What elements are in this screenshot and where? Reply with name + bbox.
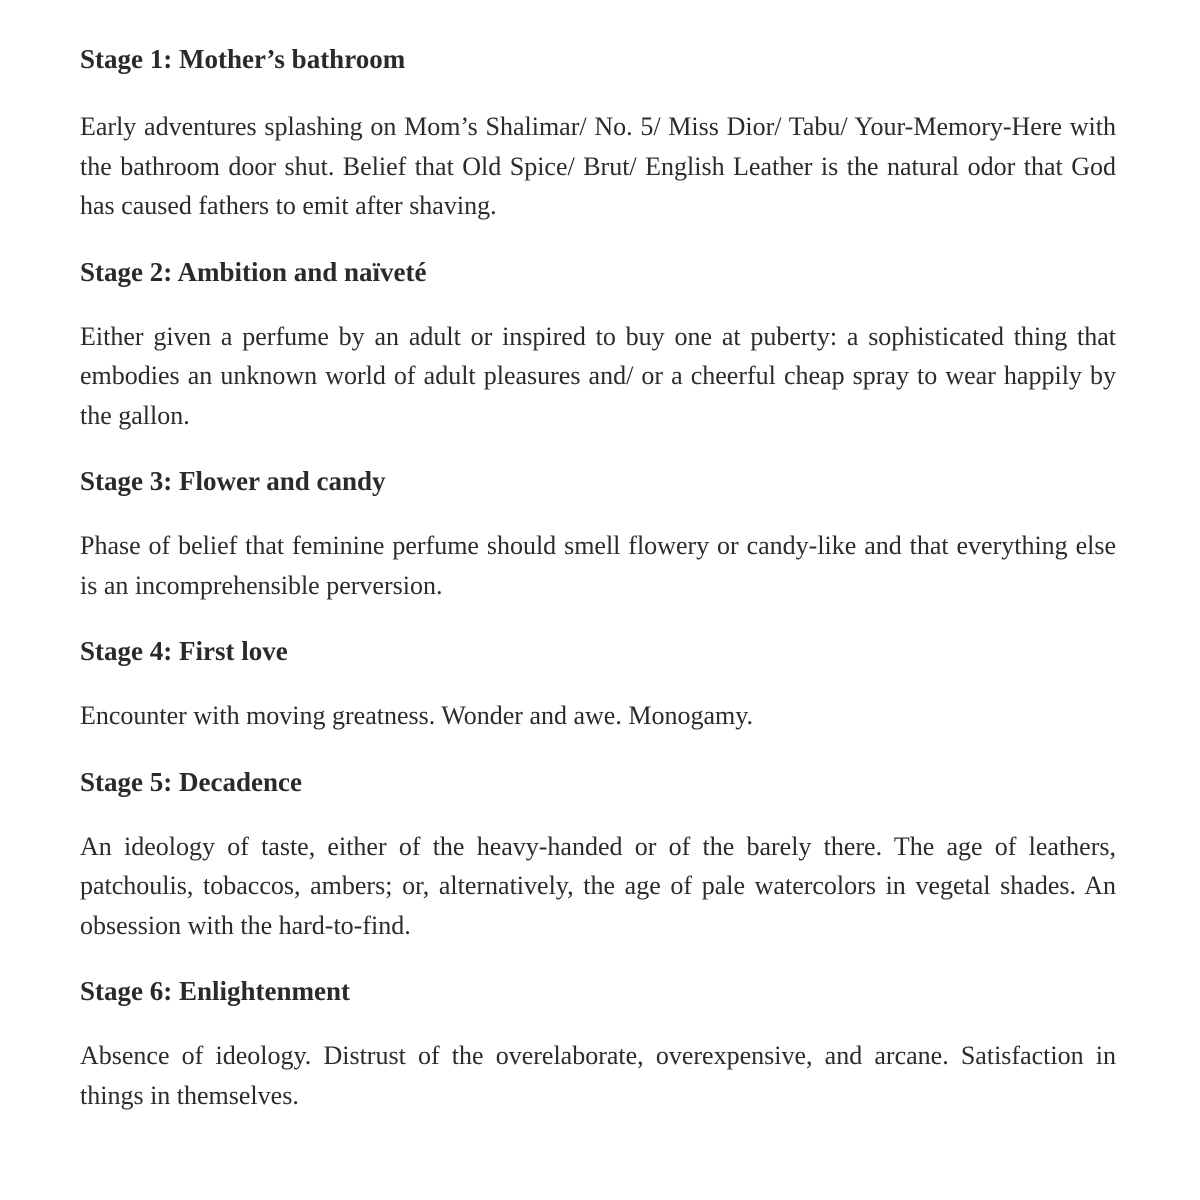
stage-heading: Stage 4: First love	[80, 636, 288, 666]
stage-section	[80, 631, 1116, 736]
stage-heading: Stage 6: Enlightenment	[80, 976, 350, 1006]
stage-section	[80, 971, 1116, 1115]
stage-heading: Stage 2: Ambition and naïveté	[80, 256, 427, 287]
stage-description: An ideology of taste, either of the heavy-handed or of the barely there. The age of leathers, patchoulis, tobaccos, ambers; or, alternatively, the age of pale watercolors in vegetal shades. An obsession with the hard-to-find.	[80, 831, 1116, 940]
stage-section	[80, 461, 1116, 605]
stage-section	[80, 762, 1116, 946]
stage-heading: Stage 5: Decadence	[80, 766, 302, 797]
article	[80, 39, 1116, 1141]
stage-section	[80, 39, 1116, 226]
stage-description: Early adventures splashing on Mom’s Shalimar/ No. 5/ Miss Dior/ Tabu/ Your-Memory-Here with the bathroom door shut. Belief that Old Spice/ Brut/ English Leather is the natural odor that God has caused fathers to emit after shaving.	[80, 112, 1116, 220]
stage-section	[80, 252, 1116, 436]
stage-description: Absence of ideology. Distrust of the overelaborate, overexpensive, and arcane. Satisfaction in things in themselves.	[80, 1041, 1116, 1110]
stage-description: Phase of belief that feminine perfume should smell flowery or candy-like and that everything else is an incomprehensible perversion.	[80, 531, 1116, 600]
stage-description: Encounter with moving greatness. Wonder and awe. Monogamy.	[80, 701, 754, 730]
stage-description: Either given a perfume by an adult or inspired to buy one at puberty: a sophisticated thing that embodies an unknown world of adult pleasures and/ or a cheerful cheap spray to wear happily by the gallon.	[80, 321, 1116, 430]
stage-heading: Stage 3: Flower and candy	[80, 466, 386, 496]
stage-heading: Stage 1: Mother’s bathroom	[80, 44, 406, 74]
